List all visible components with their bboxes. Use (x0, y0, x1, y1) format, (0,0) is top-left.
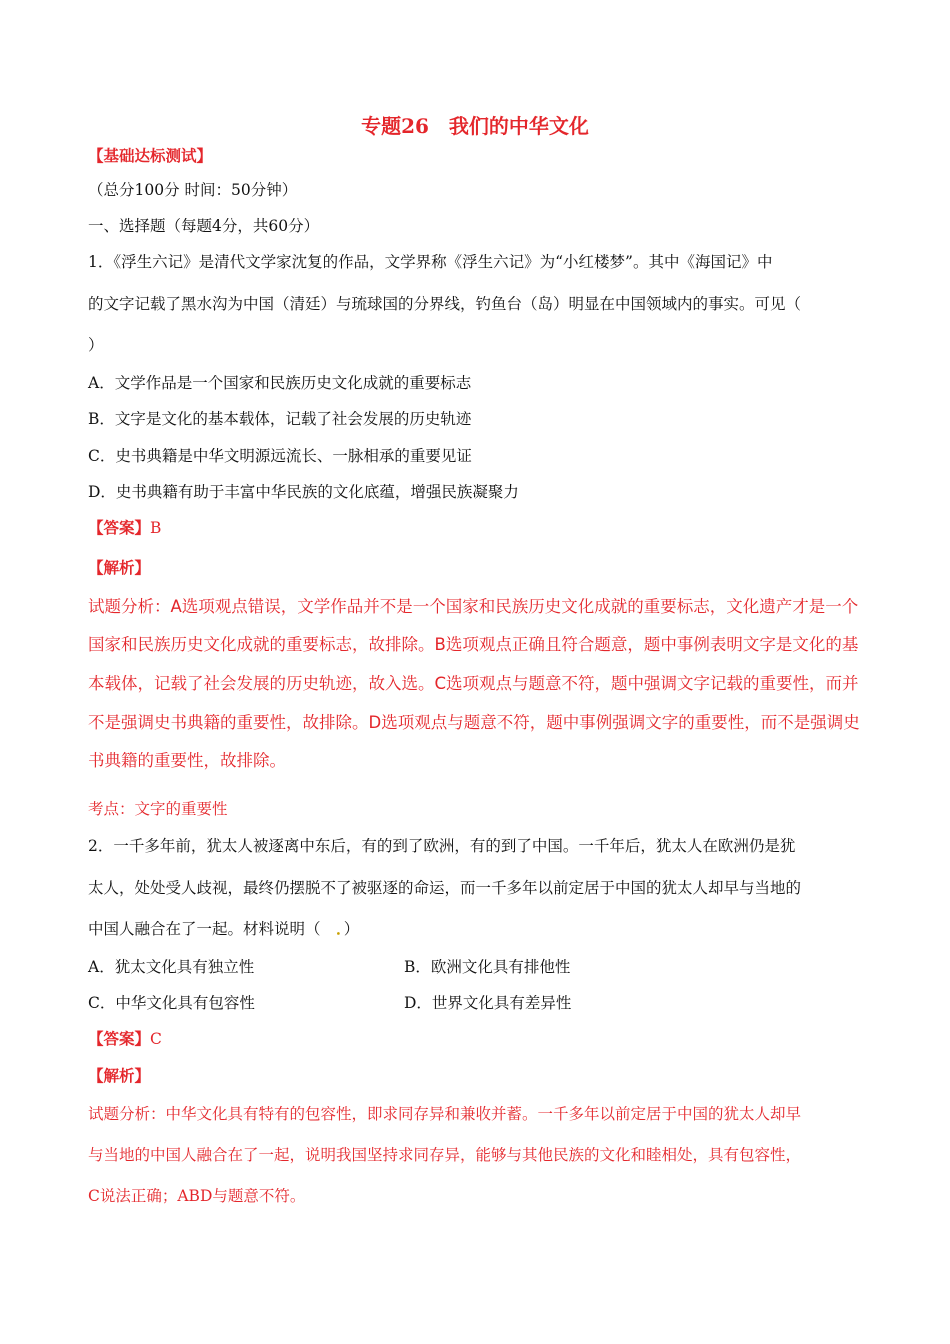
q1-analysis-line: 本载体，记载了社会发展的历史轨迹，故入选。C选项观点与题意不符，题中强调文字记载的重要性，而并 (88, 674, 859, 693)
answer-label: 【答案】 (88, 518, 151, 537)
q1-kaodian: 考点：文字的重要性 (88, 800, 228, 818)
answer-value: B (150, 519, 162, 537)
q1-stem-line: 的文字记载了黑水沟为中国（清廷）与琉球国的分界线，钓鱼台（岛）明显在中国领域内的事实。可见（ (88, 295, 802, 313)
q2-stem-suffix: ） (343, 920, 360, 938)
q1-option-b: B．文字是文化的基本载体，记载了社会发展的历史轨迹 (88, 410, 472, 428)
q2-option-b: B．欧洲文化具有排他性 (404, 958, 571, 976)
q1-answer (88, 518, 161, 538)
section-tag: 【基础达标测试】 (88, 146, 213, 165)
q2-analysis-label: 【解析】 (88, 1066, 151, 1085)
q2-option-c: C．中华文化具有包容性 (88, 994, 255, 1012)
q2-option-a: A．犹太文化具有独立性 (88, 958, 255, 976)
q1-analysis-line: 书典籍的重要性，故排除。 (88, 751, 286, 770)
q2-stem-dot: ． (336, 919, 344, 938)
q2-options-row (88, 957, 868, 977)
q2-analysis-line: 与当地的中国人融合在了一起，说明我国坚持求同存异，能够与其他民族的文化和睦相处，具有包容性， (88, 1146, 802, 1164)
q1-analysis-line: 不是强调史书典籍的重要性，故排除。D选项观点与题意不符，题中事例强调文字的重要性，而不是强调史 (88, 713, 860, 732)
q1-option-c: C．史书典籍是中华文明源远流长、一脉相承的重要见证 (88, 447, 472, 465)
answer-label: 【答案】 (88, 1029, 151, 1048)
part-heading: 一、选择题（每题4分，共60分） (88, 217, 320, 235)
q1-analysis-line: 试题分析：A选项观点错误，文学作品并不是一个国家和民族历史文化成就的重要标志，文化遗产才是一个 (88, 597, 859, 616)
q2-stem-line: 2．一千多年前，犹太人被逐离中东后，有的到了欧洲，有的到了中国。一千年后，犹太人在欧洲仍是犹 (88, 837, 796, 855)
q2-stem-line-last (88, 919, 359, 939)
q1-analysis-line: 国家和民族历史文化成就的重要标志，故排除。B选项观点正确且符合题意，题中事例表明文字是文化的基 (88, 635, 859, 654)
q1-option-a: A．文学作品是一个国家和民族历史文化成就的重要标志 (88, 374, 472, 392)
q2-answer (88, 1029, 162, 1049)
q2-option-d: D．世界文化具有差异性 (404, 994, 572, 1012)
q1-analysis-label: 【解析】 (88, 558, 151, 577)
q2-stem-line: 太人，处处受人歧视，最终仍摆脱不了被驱逐的命运，而一千多年以前定居于中国的犹太人却早与当地的 (88, 879, 802, 897)
q1-option-d: D．史书典籍有助于丰富中华民族的文化底蕴，增强民族凝聚力 (88, 483, 519, 501)
q1-stem-line: 1．《浮生六记》是清代文学家沈复的作品，文学界称《浮生六记》为“小红楼梦”。其中《海国记》中 (88, 253, 773, 271)
q2-stem-prefix: 中国人融合在了一起。材料说明（ (88, 920, 337, 938)
q1-stem-line: ） (88, 336, 104, 354)
q2-analysis-line: C说法正确；ABD与题意不符。 (88, 1187, 306, 1205)
answer-value: C (150, 1030, 162, 1048)
q2-analysis-line: 试题分析：中华文化具有特有的包容性，即求同存异和兼收并蓄。一千多年以前定居于中国的犹太人却早 (88, 1105, 802, 1123)
q2-options-row (88, 993, 868, 1013)
page-title: 专题26 我们的中华文化 (361, 114, 589, 138)
exam-meta: （总分100分 时间：50分钟） (88, 181, 298, 199)
